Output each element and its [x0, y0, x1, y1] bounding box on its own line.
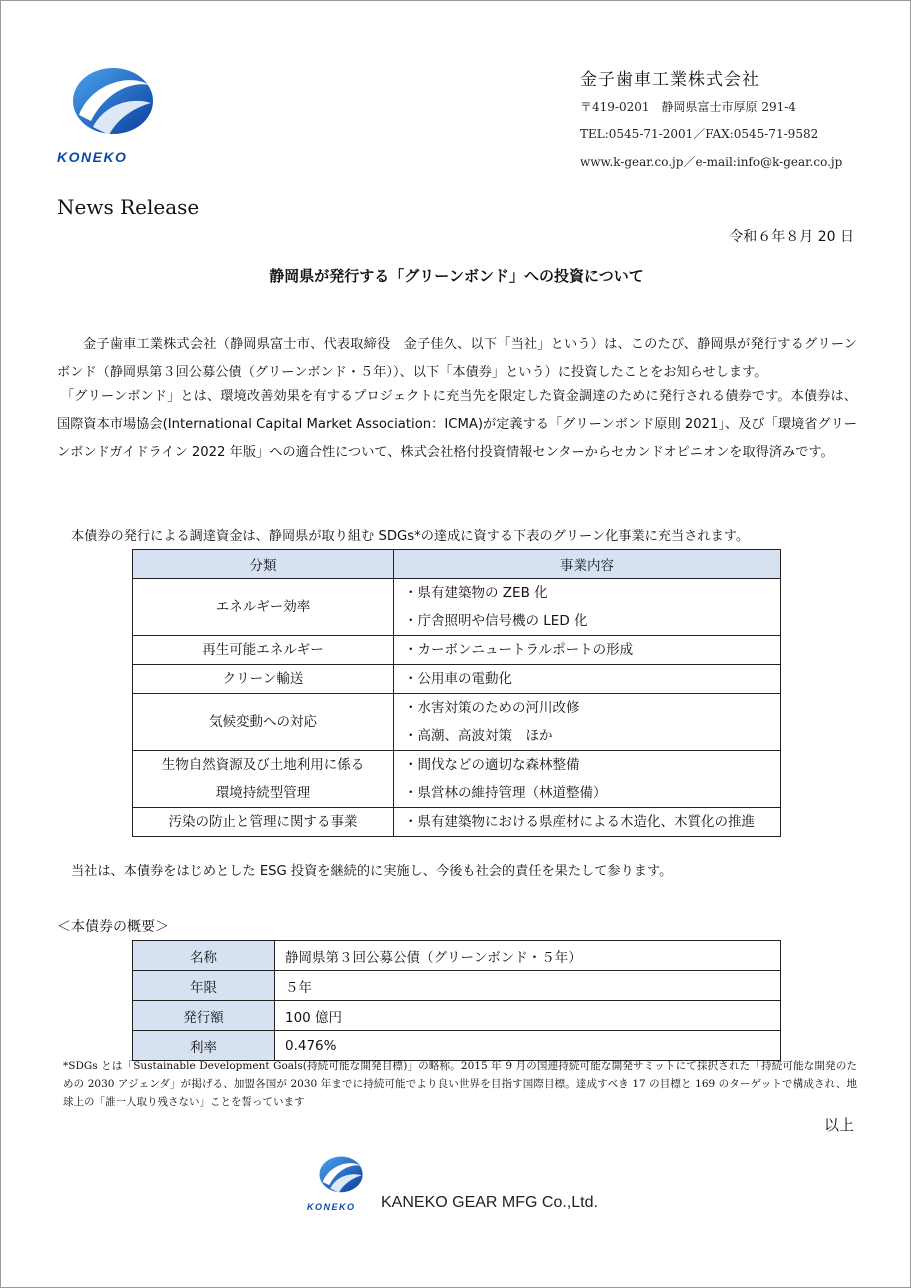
- allocation-table: [132, 549, 781, 837]
- table-row: [133, 665, 781, 694]
- items-cell: [394, 579, 781, 636]
- category-cell: [133, 665, 394, 694]
- category-label: 再生可能エネルギー: [202, 642, 324, 658]
- sdgs-footnote: *SDGs とは「Sustainable Development Goals(持続可能な開発目標)」の略称。2015 年 9 月の国連持続可能な開発サミットにて採択された「持続可能な開発のための 2030 アジェンダ」が掲げる、加盟各国が 2030 年までに持続可能でより良い世界を目指す国際目標。達成すべき 17 の目標と 169 のターゲットで構成され、地球上の「誰一人取り残さない」ことを誓っています: [63, 1060, 857, 1108]
- document-title: 静岡県が発行する「グリーンボンド」への投資について: [269, 267, 644, 285]
- project-item: ・庁舎照明や信号機の LED 化: [404, 613, 588, 629]
- category-label: 環境持続型管理: [215, 785, 311, 801]
- category-label: 気候変動への対応: [209, 714, 317, 730]
- category-label: エネルギー効率: [215, 599, 311, 615]
- company-name: 金子歯車工業株式会社: [580, 70, 760, 90]
- summary-key: 利率: [133, 1031, 275, 1061]
- release-date: 令和６年８月 20 日: [729, 229, 854, 245]
- paragraph-intro: 金子歯車工業株式会社（静岡県富士市、代表取締役 金子佳久、以下「当社」という）は、このたび、静岡県が発行するグリーンボンド（静岡県第３回公募公債（グリーンボンド・５年））、以下「本債券」という）に投資したことをお知らせします。: [57, 337, 857, 380]
- company-web: www.k-gear.co.jp／e-mail:info@k-gear.co.jp: [580, 155, 843, 169]
- category-label: 汚染の防止と管理に関する事業: [168, 814, 358, 830]
- summary-key: 発行額: [133, 1001, 275, 1031]
- summary-heading: ＜本債券の概要＞: [57, 919, 169, 935]
- project-item: ・県有建築物の ZEB 化: [404, 585, 548, 601]
- paragraph-green-bond: 「グリーンボンド」とは、環境改善効果を有するプロジェクトに充当先を限定した資金調達のために発行される債券です。本債券は、国際資本市場協会(International Capital Market Association：ICMA)が定義する「グリーンボンド原則 2021」、及び「環境省グリーンボンドガイドライン 2022 年版」への適合性について、株式会社格付投資情報センターからセカンドオピニオンを取得済みです。: [57, 389, 857, 460]
- summary-value: 100 億円: [275, 1001, 781, 1031]
- project-item: ・県有建築物における県産材による木造化、木質化の推進: [404, 814, 755, 830]
- project-item: ・高潮、高波対策 ほか: [404, 728, 553, 744]
- category-cell: [133, 636, 394, 665]
- table-row: [133, 751, 781, 808]
- table-row: [133, 579, 781, 636]
- project-item: ・公用車の電動化: [404, 671, 512, 687]
- footer-logo-wordmark: KONEKO: [307, 1202, 356, 1212]
- category-cell: [133, 808, 394, 837]
- news-release-heading: News Release: [57, 195, 200, 219]
- summary-value: 0.476%: [275, 1031, 781, 1061]
- items-cell: [394, 636, 781, 665]
- paragraph-esg: 当社は、本債券をはじめとした ESG 投資を継続的に実施し、今後も社会的責任を果たして参ります。: [71, 864, 673, 879]
- project-item: ・県営林の維持管理（林道整備）: [404, 785, 607, 801]
- footer-logo: [313, 1153, 367, 1201]
- table-row: [133, 808, 781, 837]
- closing-mark: 以上: [823, 1116, 854, 1134]
- table-row: [133, 1001, 781, 1031]
- footer-company-name: KANEKO GEAR MFG Co.,Ltd.: [381, 1194, 598, 1211]
- company-phone: TEL:0545-71-2001／FAX:0545-71-9582: [580, 127, 819, 141]
- items-cell: [394, 751, 781, 808]
- category-cell: [133, 579, 394, 636]
- summary-value: 静岡県第３回公募公債（グリーンボンド・５年）: [275, 941, 781, 971]
- category-cell: [133, 694, 394, 751]
- kaneko-logo-icon: [313, 1153, 367, 1199]
- items-cell: [394, 665, 781, 694]
- table-row: [133, 971, 781, 1001]
- category-label: 生物自然資源及び土地利用に係る: [161, 757, 365, 773]
- logo-wordmark: KONEKO: [57, 149, 128, 165]
- project-item: ・間伐などの適切な森林整備: [404, 757, 580, 773]
- company-logo: [61, 63, 161, 143]
- summary-value: ５年: [275, 971, 781, 1001]
- table-row: [133, 1031, 781, 1061]
- company-address: 〒419-0201 静岡県富士市厚原 291-4: [580, 100, 796, 114]
- paragraph-allocation: 本債券の発行による調達資金は、静岡県が取り組む SDGs*の達成に資する下表のグリーン化事業に充当されます。: [71, 529, 750, 544]
- header-category: 分類: [133, 550, 394, 579]
- category-cell: [133, 751, 394, 808]
- category-label: クリーン輸送: [222, 671, 304, 687]
- bond-summary-table: [132, 940, 781, 1061]
- table-row: [133, 694, 781, 751]
- kaneko-logo-icon: [61, 63, 161, 145]
- table-row: [133, 636, 781, 665]
- table-header-row: [133, 550, 781, 579]
- table-row: [133, 941, 781, 971]
- items-cell: [394, 694, 781, 751]
- summary-key: 年限: [133, 971, 275, 1001]
- project-item: ・カーボンニュートラルポートの形成: [404, 642, 634, 658]
- items-cell: [394, 808, 781, 837]
- summary-key: 名称: [133, 941, 275, 971]
- project-item: ・水害対策のための河川改修: [404, 700, 580, 716]
- header-content: 事業内容: [394, 550, 781, 579]
